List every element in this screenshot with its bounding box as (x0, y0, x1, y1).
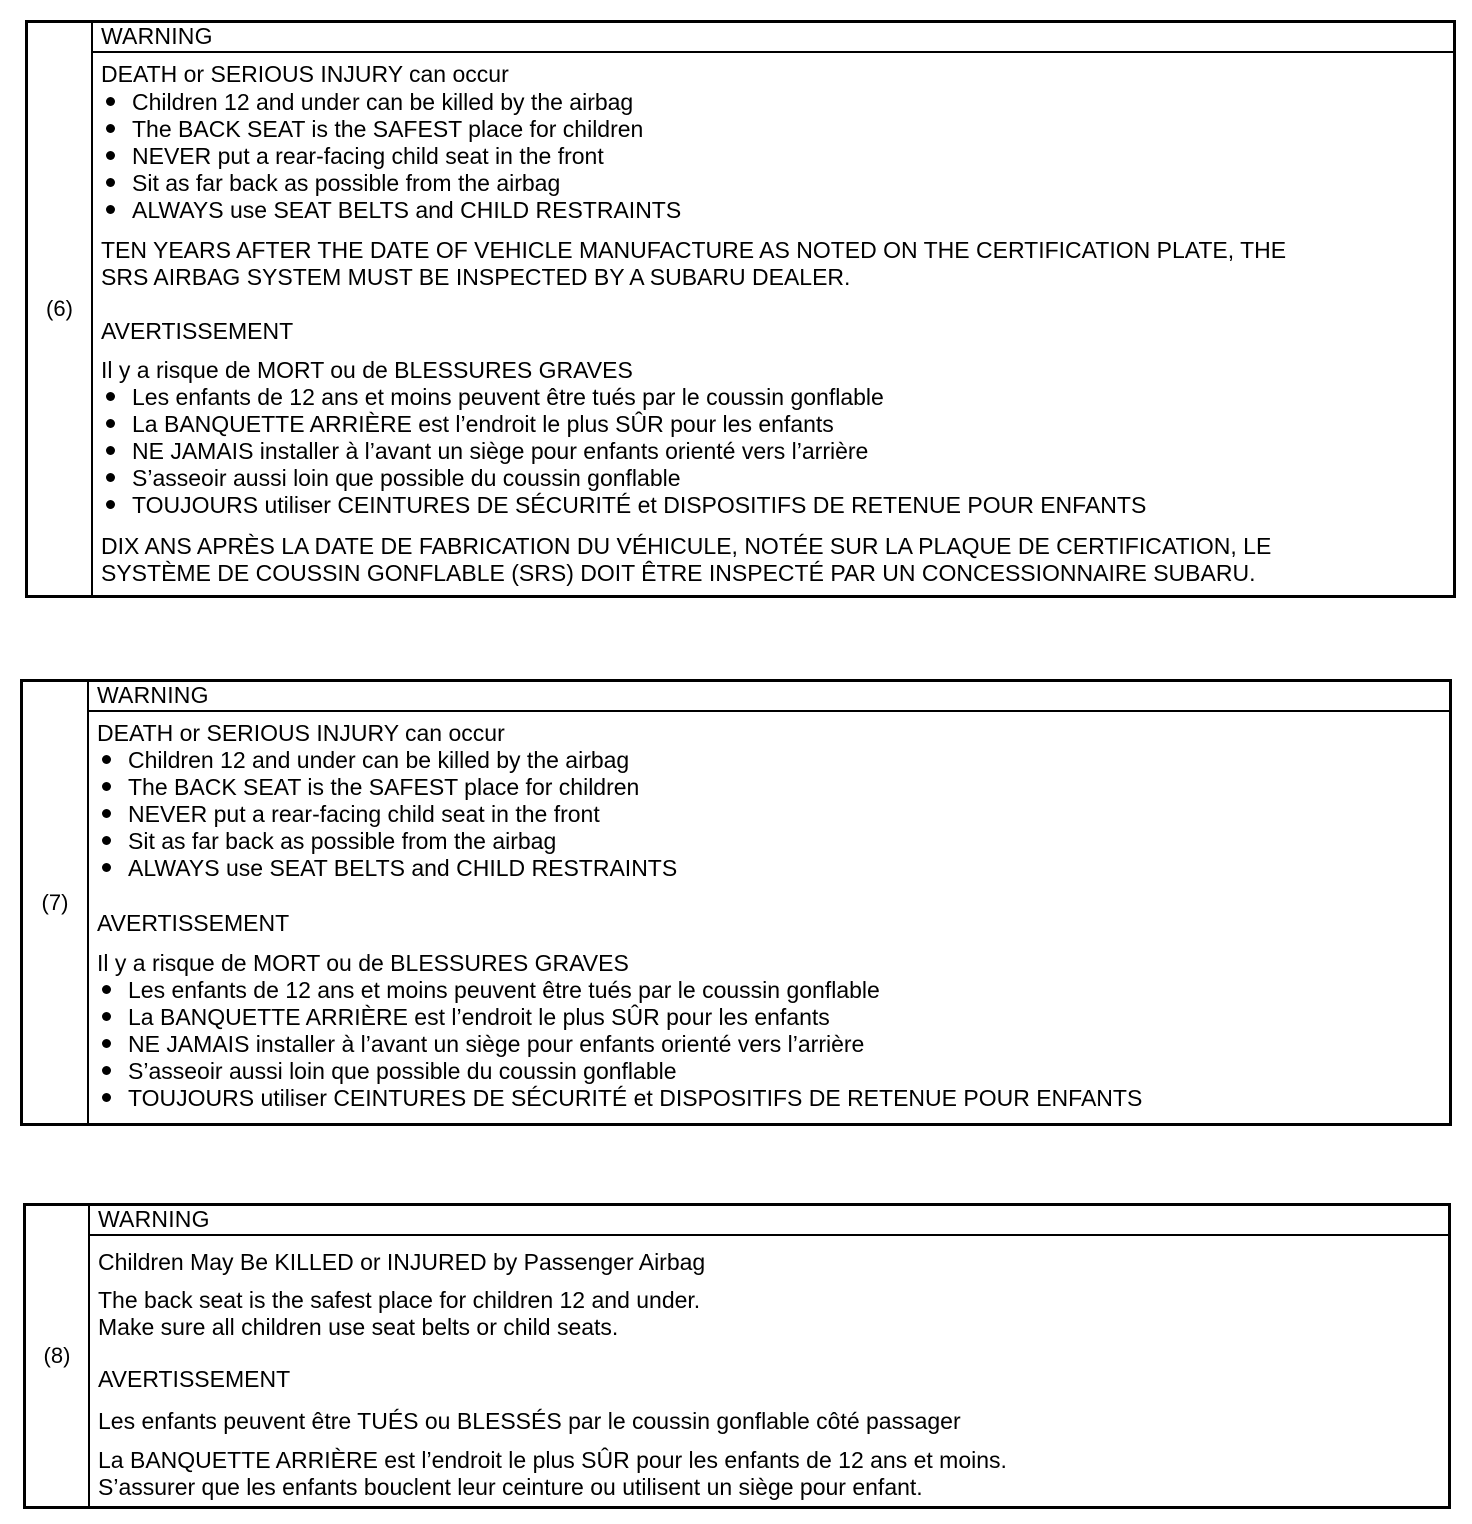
bullet-icon (102, 809, 111, 818)
fr-intro: Il y a risque de MORT ou de BLESSURES GRAVES (97, 950, 629, 976)
label-content (89, 682, 1449, 1123)
list-item: NE JAMAIS installer à l’avant un siège pour enfants orienté vers l’arrière (101, 438, 868, 465)
bullet-icon (106, 392, 115, 401)
bullet-icon (102, 782, 111, 791)
fr-heading: AVERTISSEMENT (101, 318, 294, 344)
warning-label-6 (25, 20, 1456, 598)
list-item: NEVER put a rear-facing child seat in the front (101, 143, 604, 170)
bullet-icon (102, 1039, 111, 1048)
label-number: (6) (28, 23, 93, 595)
fr-heading: AVERTISSEMENT (98, 1366, 291, 1392)
bullet-icon (106, 500, 115, 509)
label-number: (7) (23, 682, 89, 1123)
bullet-icon (102, 755, 111, 764)
list-item: Les enfants de 12 ans et moins peuvent être tués par le coussin gonflable (101, 384, 884, 411)
list-item: Children 12 and under can be killed by the airbag (97, 747, 629, 774)
en-intro: DEATH or SERIOUS INJURY can occur (101, 61, 509, 87)
label-content (93, 23, 1453, 595)
bullet-icon (102, 1012, 111, 1021)
en-intro: DEATH or SERIOUS INJURY can occur (97, 720, 505, 746)
list-item: Children 12 and under can be killed by the airbag (101, 89, 633, 116)
fr-heading: AVERTISSEMENT (97, 910, 290, 936)
bullet-icon (106, 473, 115, 482)
label-number: (8) (26, 1206, 90, 1506)
bullet-icon (102, 1066, 111, 1075)
bullet-icon (102, 863, 111, 872)
en-intro: Children May Be KILLED or INJURED by Passenger Airbag (98, 1249, 706, 1275)
en-line: Make sure all children use seat belts or child seats. (98, 1314, 619, 1340)
fr-line: S’assurer que les enfants bouclent leur ceinture ou utilisent un siège pour enfant. (98, 1474, 923, 1500)
en-line: The back seat is the safest place for children 12 and under. (98, 1287, 701, 1313)
bullet-icon (102, 985, 111, 994)
fr-note-line: SYSTÈME DE COUSSIN GONFLABLE (SRS) DOIT ÊTRE INSPECTÉ PAR UN CONCESSIONNAIRE SUBARU. (101, 560, 1256, 586)
fr-line: La BANQUETTE ARRIÈRE est l’endroit le plus SÛR pour les enfants de 12 ans et moins. (98, 1447, 1007, 1473)
list-item: TOUJOURS utiliser CEINTURES DE SÉCURITÉ et DISPOSITIFS DE RETENUE POUR ENFANTS (101, 492, 1146, 519)
list-item: NEVER put a rear-facing child seat in the front (97, 801, 600, 828)
en-note-line: TEN YEARS AFTER THE DATE OF VEHICLE MANUFACTURE AS NOTED ON THE CERTIFICATION PLATE, THE (101, 237, 1287, 263)
list-item: Les enfants de 12 ans et moins peuvent être tués par le coussin gonflable (97, 977, 880, 1004)
bullet-icon (102, 1093, 111, 1102)
list-item: The BACK SEAT is the SAFEST place for children (101, 116, 643, 143)
list-item: The BACK SEAT is the SAFEST place for children (97, 774, 639, 801)
warning-header: WARNING (89, 682, 1449, 712)
warning-label-7 (20, 679, 1452, 1126)
list-item: S’asseoir aussi loin que possible du coussin gonflable (97, 1058, 677, 1085)
list-item: S’asseoir aussi loin que possible du coussin gonflable (101, 465, 681, 492)
list-item: ALWAYS use SEAT BELTS and CHILD RESTRAINTS (101, 197, 681, 224)
bullet-icon (106, 97, 115, 106)
list-item: ALWAYS use SEAT BELTS and CHILD RESTRAINTS (97, 855, 677, 882)
en-note-line: SRS AIRBAG SYSTEM MUST BE INSPECTED BY A SUBARU DEALER. (101, 264, 851, 290)
bullet-icon (106, 205, 115, 214)
bullet-icon (106, 178, 115, 187)
bullet-icon (106, 124, 115, 133)
list-item: Sit as far back as possible from the airbag (101, 170, 560, 197)
label-content (90, 1206, 1448, 1506)
fr-note-line: DIX ANS APRÈS LA DATE DE FABRICATION DU VÉHICULE, NOTÉE SUR LA PLAQUE DE CERTIFICATION, LE (101, 533, 1272, 559)
warning-header: WARNING (90, 1206, 1448, 1236)
list-item: TOUJOURS utiliser CEINTURES DE SÉCURITÉ et DISPOSITIFS DE RETENUE POUR ENFANTS (97, 1085, 1142, 1112)
list-item: NE JAMAIS installer à l’avant un siège pour enfants orienté vers l’arrière (97, 1031, 864, 1058)
bullet-icon (106, 446, 115, 455)
list-item: Sit as far back as possible from the airbag (97, 828, 556, 855)
bullet-icon (102, 836, 111, 845)
warning-header: WARNING (93, 23, 1453, 53)
fr-intro: Les enfants peuvent être TUÉS ou BLESSÉS par le coussin gonflable côté passager (98, 1408, 961, 1434)
list-item: La BANQUETTE ARRIÈRE est l’endroit le plus SÛR pour les enfants (97, 1004, 830, 1031)
bullet-icon (106, 151, 115, 160)
warning-label-8 (23, 1203, 1451, 1509)
bullet-icon (106, 419, 115, 428)
fr-intro: Il y a risque de MORT ou de BLESSURES GRAVES (101, 357, 633, 383)
list-item: La BANQUETTE ARRIÈRE est l’endroit le plus SÛR pour les enfants (101, 411, 834, 438)
